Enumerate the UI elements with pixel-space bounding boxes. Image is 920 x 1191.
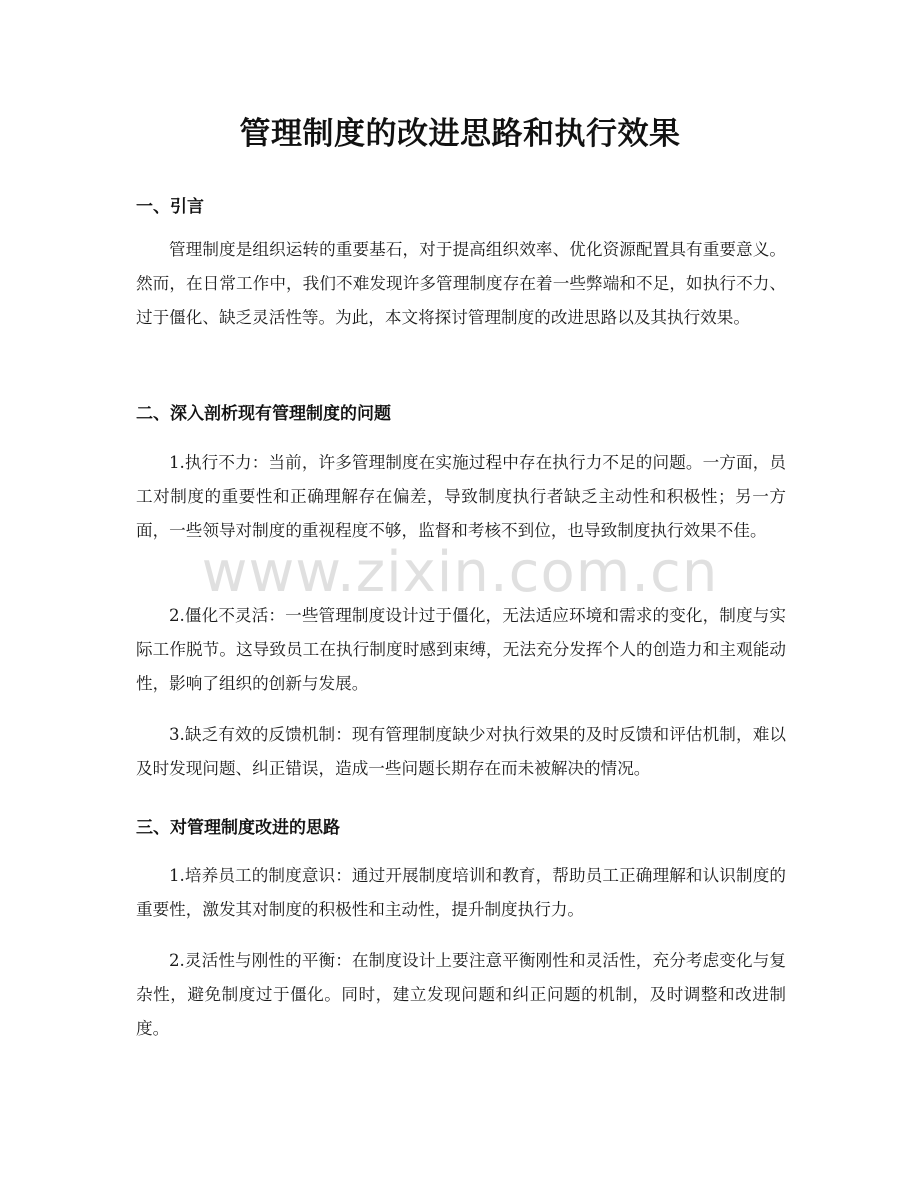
paragraph-improvement-awareness: 1.培养员工的制度意识：通过开展制度培训和教育，帮助员工正确理解和认识制度的重要性，激发其对制度的积极性和主动性，提升制度执行力。 — [136, 866, 786, 919]
section-heading-problems: 二、深入剖析现有管理制度的问题 — [136, 404, 391, 424]
paragraph-problem-feedback: 3.缺乏有效的反馈机制：现有管理制度缺少对执行效果的及时反馈和评估机制，难以及时发现问题、纠正错误，造成一些问题长期存在而未被解决的情况。 — [136, 725, 786, 778]
paragraph-introduction: 管理制度是组织运转的重要基石，对于提高组织效率、优化资源配置具有重要意义。然而，在日常工作中，我们不难发现许多管理制度存在着一些弊端和不足，如执行不力、过于僵化、缺乏灵活性等。为此，本文将探讨管理制度的改进思路以及其执行效果。 — [136, 240, 786, 327]
document-title: 管理制度的改进思路和执行效果 — [239, 116, 681, 152]
paragraph-problem-rigidity: 2.僵化不灵活：一些管理制度设计过于僵化，无法适应环境和需求的变化，制度与实际工作脱节。这导致员工在执行制度时感到束缚，无法充分发挥个人的创造力和主观能动性，影响了组织的创新与发展。 — [136, 606, 786, 693]
watermark: www.zixin.com.cn — [201, 540, 719, 605]
paragraph-problem-execution: 1.执行不力：当前，许多管理制度在实施过程中存在执行力不足的问题。一方面，员工对制度的重要性和正确理解存在偏差，导致制度执行者缺乏主动性和积极性；另一方面，一些领导对制度的重视程度不够，监督和考核不到位，也导致制度执行效果不佳。 — [136, 453, 786, 540]
paragraph-improvement-balance: 2.灵活性与刚性的平衡：在制度设计上要注意平衡刚性和灵活性，充分考虑变化与复杂性，避免制度过于僵化。同时，建立发现问题和纠正问题的机制，及时调整和改进制度。 — [136, 951, 786, 1038]
section-heading-introduction: 一、引言 — [136, 197, 204, 217]
section-heading-improvements: 三、对管理制度改进的思路 — [136, 818, 340, 838]
